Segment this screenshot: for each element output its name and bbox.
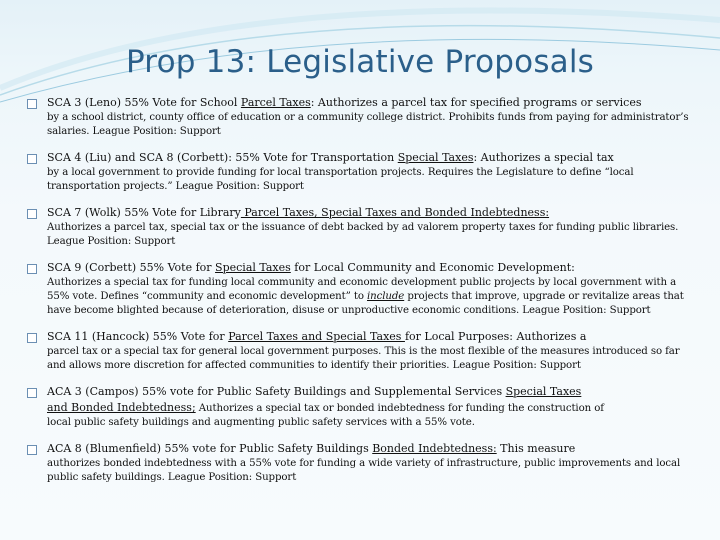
proposal-item-aca8: [26, 441, 690, 485]
proposal-heading: SCA 7 (Wolk) 55% Vote for Library Parcel Taxes, Special Taxes and Bonded Indebtedness:: [47, 206, 550, 219]
proposal-description: local public safety buildings and augmenting public safety services with a 55% vote.: [47, 417, 475, 428]
proposal-description: Authorizes a special tax for funding local community and economic development public projects by local government with a 55% vote. Defines “community and economic development” to include projects that improve, upgrade or revitalize areas that have become blighted because of deterioration, disuse or unproductive economic conditions. League Position: Support: [47, 277, 684, 316]
bullet-icon: [27, 264, 37, 274]
proposal-description: parcel tax or a special tax for general local government purposes. This is the most flexible of the measures introduced so far and allows more discretion for affected communities to identify their priorities. League Position: Support: [47, 346, 680, 371]
bullet-icon: [27, 209, 37, 219]
proposal-list: [26, 95, 690, 485]
proposal-heading-continued: and Bonded Indebtedness; Authorizes a special tax or bonded indebtedness for funding the construction of: [47, 401, 604, 414]
bullet-icon: [27, 388, 37, 398]
proposal-heading: SCA 3 (Leno) 55% Vote for School Parcel Taxes: Authorizes a parcel tax for specified programs or services: [47, 96, 642, 109]
proposal-description: Authorizes a parcel tax, special tax or the issuance of debt backed by ad valorem property taxes for funding public libraries. League Position: Support: [47, 222, 679, 247]
slide-title: Prop 13: Legislative Proposals: [125, 44, 595, 80]
proposal-item-sca3: [26, 95, 690, 139]
proposal-description: by a school district, county office of education or a community college district. Prohibits funds from paying for administrator’s salaries. League Position: Support: [47, 112, 689, 137]
proposal-item-sca9: [26, 260, 690, 318]
proposal-description: authorizes bonded indebtedness with a 55% vote for funding a wide variety of infrastructure, public improvements and local public safety buildings. League Position: Support: [47, 458, 681, 483]
proposal-heading: SCA 9 (Corbett) 55% Vote for Special Taxes for Local Community and Economic Development:: [47, 261, 575, 274]
bullet-icon: [27, 99, 37, 109]
proposal-description: by a local government to provide funding for local transportation projects. Requires the Legislature to define “local transportation projects.” League Position: Support: [47, 167, 634, 192]
proposal-item-sca11: [26, 329, 690, 373]
bullet-icon: [27, 154, 37, 164]
proposal-heading: ACA 8 (Blumenfield) 55% vote for Public Safety Buildings Bonded Indebtedness: This measure: [47, 442, 576, 455]
proposal-heading: SCA 4 (Liu) and SCA 8 (Corbett): 55% Vote for Transportation Special Taxes: Authorizes a special tax: [47, 151, 614, 164]
proposal-item-sca7: [26, 205, 690, 249]
proposal-item-sca4-sca8: [26, 150, 690, 194]
proposal-heading: SCA 11 (Hancock) 55% Vote for Parcel Taxes and Special Taxes for Local Purposes: Authorizes a: [47, 330, 587, 343]
bullet-icon: [27, 333, 37, 343]
proposal-heading: ACA 3 (Campos) 55% vote for Public Safety Buildings and Supplemental Services Special Taxes: [47, 385, 582, 398]
bullet-icon: [27, 445, 37, 455]
proposal-item-aca3: [26, 384, 690, 430]
